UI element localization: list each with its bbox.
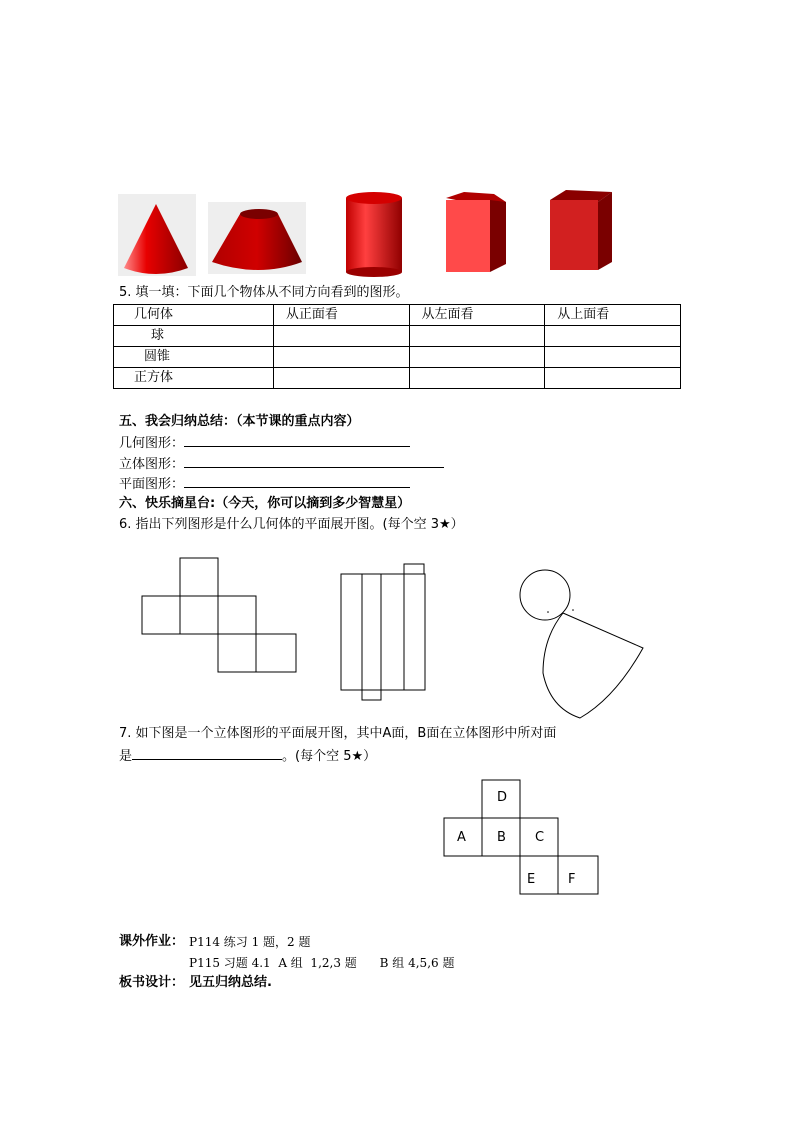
section5-heading: 五、我会归纳总结：（本节课的重点内容） (119, 414, 360, 429)
answer-blank[interactable] (184, 455, 444, 468)
answer-cell[interactable] (545, 347, 681, 368)
q7-line1: 7. 如下图是一个立体图形的平面展开图，其中A面，B面在立体图形中所对面 (119, 726, 557, 741)
summary-line (119, 475, 410, 494)
summary-line (119, 455, 444, 474)
table-header-cell: 从上面看 (545, 305, 681, 326)
prism-image (446, 192, 506, 272)
answer-cell[interactable] (409, 326, 545, 347)
q7-suffix: 。(每个空 5★） (282, 749, 377, 764)
table-row (114, 326, 681, 347)
table-row (114, 347, 681, 368)
board-label: 板书设计： (119, 975, 185, 990)
answer-cell[interactable] (273, 347, 409, 368)
table-row (114, 368, 681, 389)
answer-cell[interactable] (409, 347, 545, 368)
homework-line2: P115 习题 4.1 A 组 1,2,3 题 B 组 4,5,6 题 (189, 956, 455, 970)
table-header-cell: 几何体 (114, 305, 274, 326)
q7-line2 (119, 747, 376, 766)
answer-blank[interactable] (132, 747, 282, 760)
table-cell: 球 (114, 326, 274, 347)
answer-cell[interactable] (409, 368, 545, 389)
homework-line1: P114 练习 1 题，2 题 (189, 935, 311, 949)
table-header-row (114, 305, 681, 326)
table-cell: 正方体 (114, 368, 274, 389)
face-label-c: C (535, 830, 545, 845)
solids-illustration (118, 186, 618, 278)
frustum-image (208, 202, 306, 274)
answer-blank[interactable] (184, 434, 410, 447)
answer-cell[interactable] (545, 368, 681, 389)
face-label-b: B (497, 830, 506, 845)
views-table (113, 304, 681, 389)
section6-heading: 六、快乐摘星台:（今天，你可以摘到多少智慧星） (119, 496, 411, 511)
cube-image (550, 190, 612, 270)
face-label-e: E (527, 872, 536, 887)
q6-text: 6. 指出下列图形是什么几何体的平面展开图。(每个空 3★） (119, 517, 464, 532)
answer-blank[interactable] (184, 475, 410, 488)
cylinder-image (346, 192, 402, 277)
table-header-cell: 从正面看 (273, 305, 409, 326)
answer-cell[interactable] (273, 368, 409, 389)
face-label-f: F (568, 872, 576, 887)
answer-cell[interactable] (545, 326, 681, 347)
cone-image (118, 194, 196, 276)
summary-label: 立体图形： (119, 457, 185, 472)
q7-net-figure (443, 779, 600, 897)
table-header-cell: 从左面看 (409, 305, 545, 326)
net-grid (443, 779, 600, 897)
cube-net-figure (140, 557, 300, 675)
summary-label: 几何图形： (119, 436, 185, 451)
prism-net-figure (340, 562, 430, 702)
answer-cell[interactable] (273, 326, 409, 347)
homework-label: 课外作业： (119, 934, 185, 949)
face-label-d: D (497, 790, 508, 805)
board-text: 见五归纳总结. (189, 975, 272, 990)
table-cell: 圆锥 (114, 347, 274, 368)
q7-prefix: 是 (119, 749, 133, 764)
cone-net-figure (515, 568, 650, 723)
q5-title: 5. 填一填：下面几个物体从不同方向看到的图形。 (119, 285, 409, 300)
face-label-a: A (457, 830, 466, 845)
summary-label: 平面图形： (119, 477, 185, 492)
summary-line (119, 434, 410, 453)
